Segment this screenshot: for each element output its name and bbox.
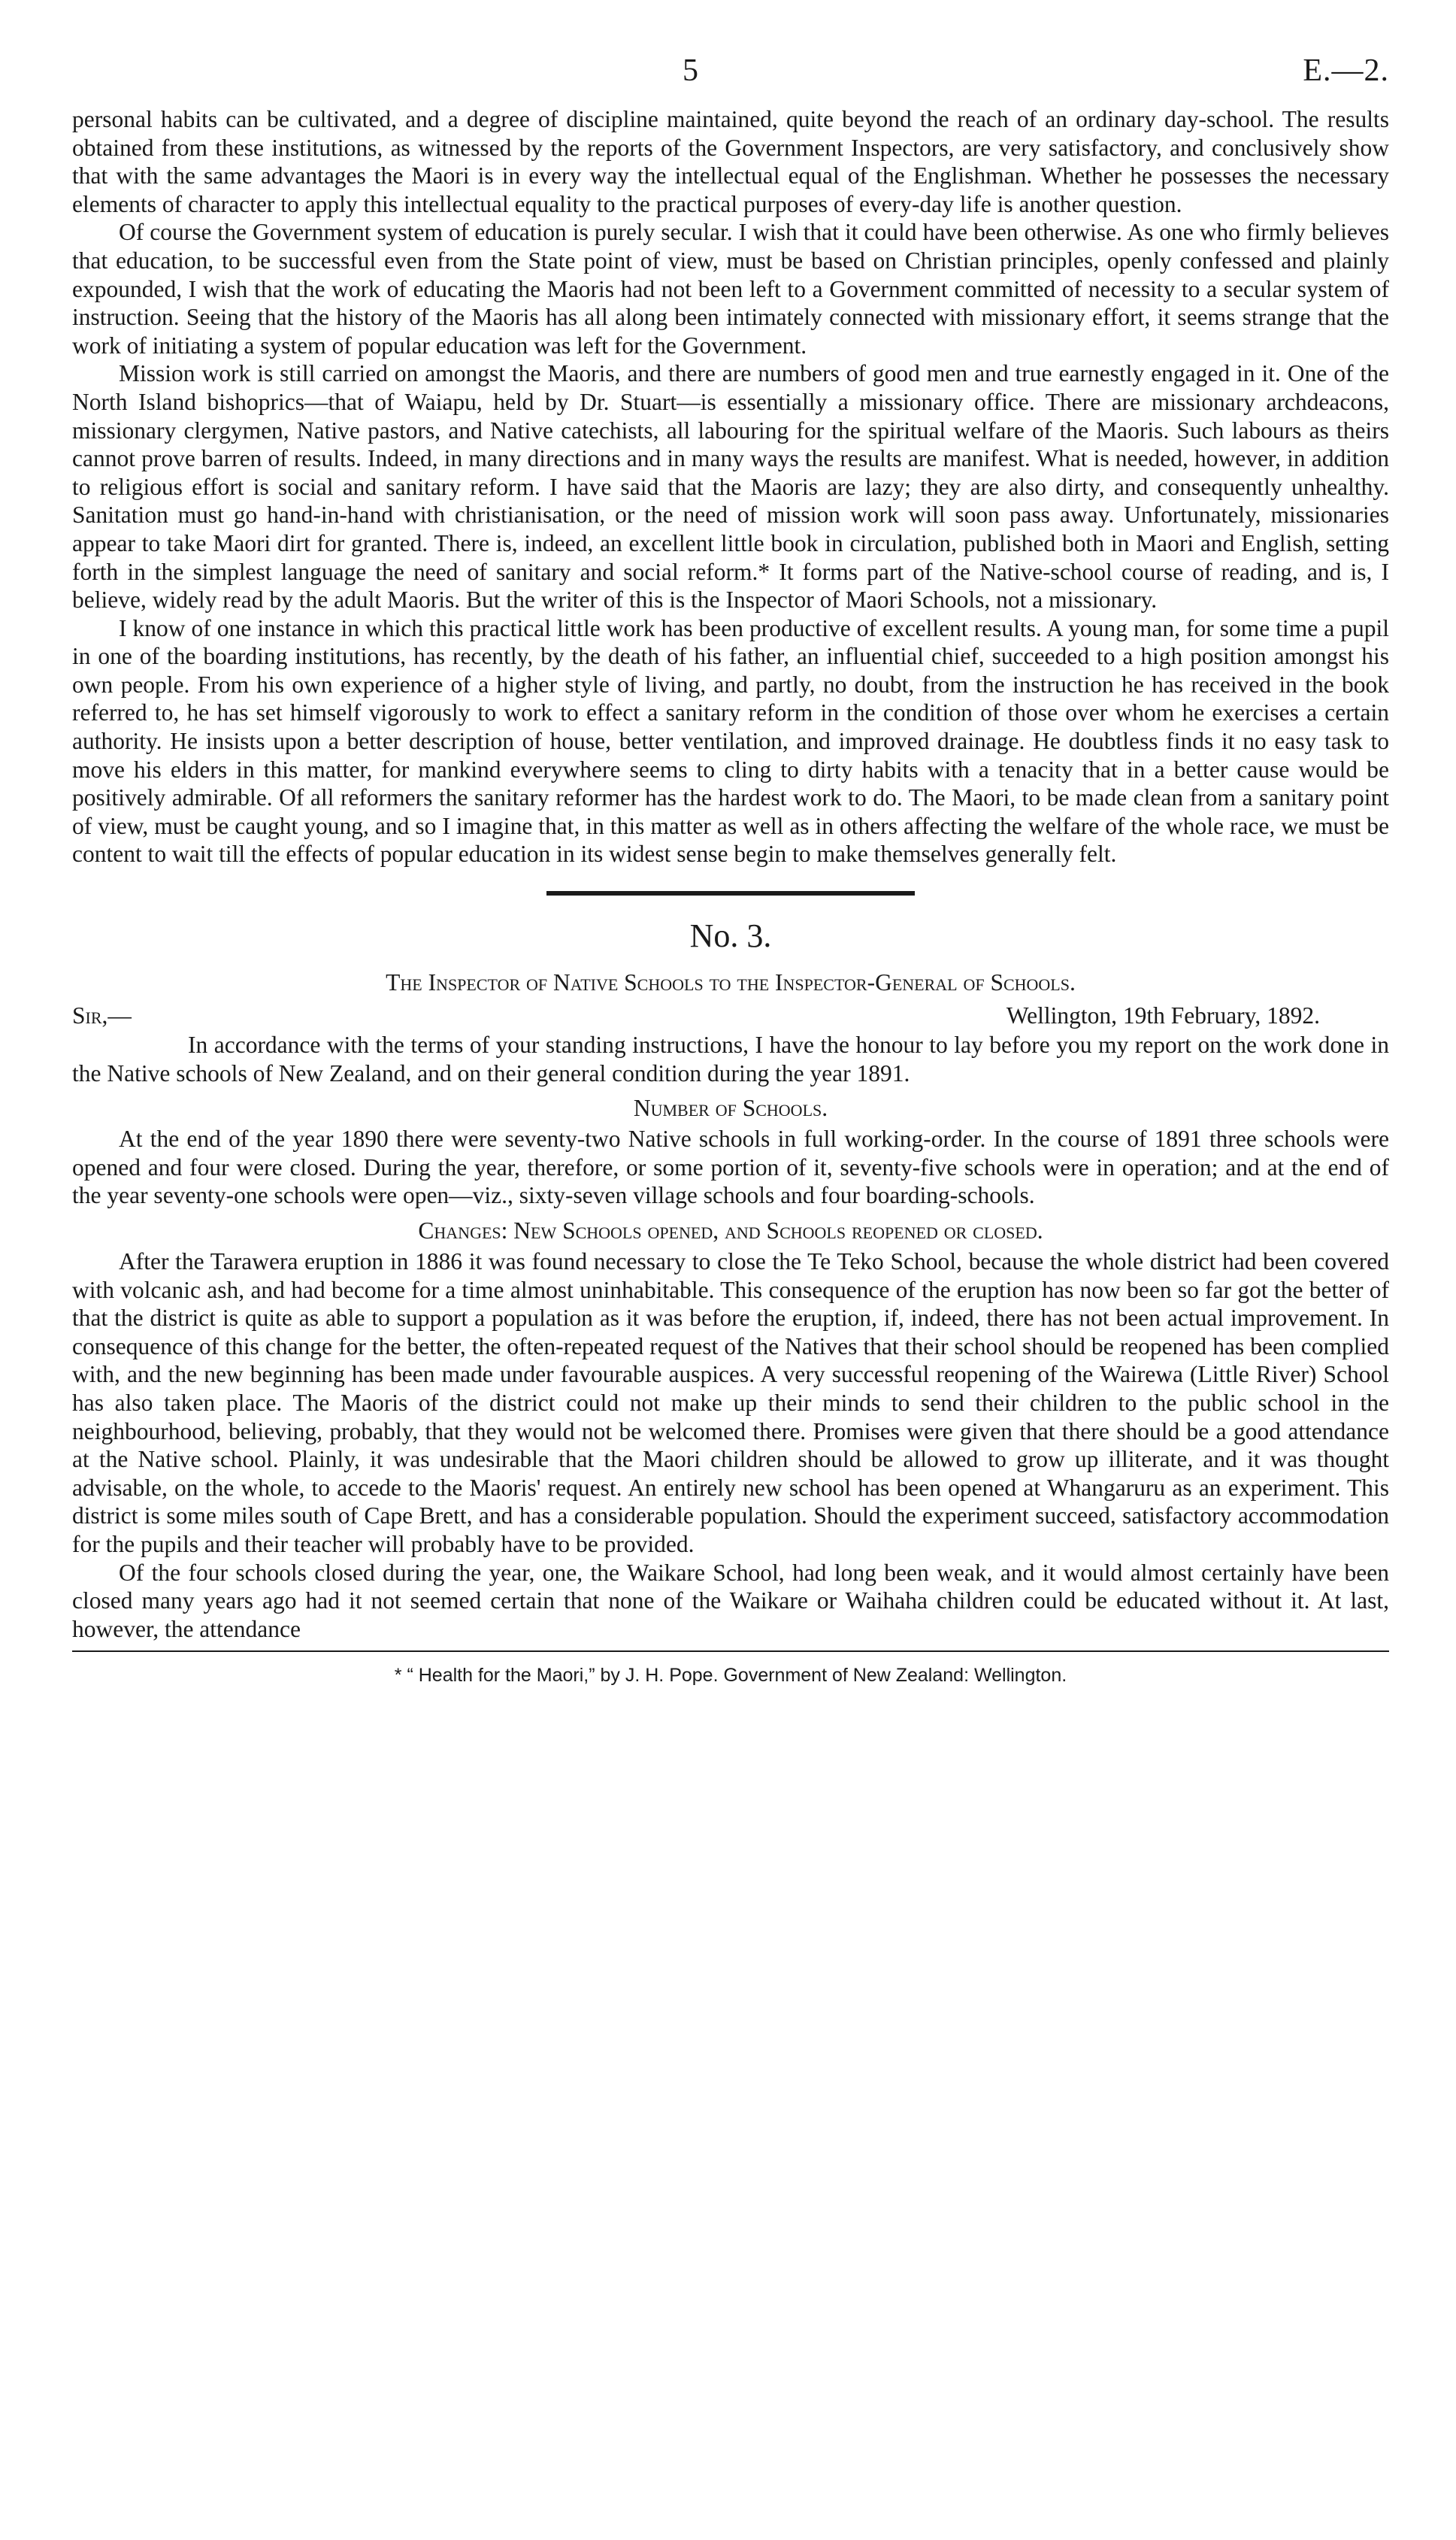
salutation-row [72,1001,1389,1031]
document-page [72,45,1389,1688]
dateline: Wellington, 19th February, 1892. [1006,1002,1320,1029]
salutation: Sir,— [72,1002,132,1029]
letter-opening-paragraph: In accordance with the terms of your standing instructions, I have the honour to lay before you my report on the work done in the Native schools of New Zealand, and on their general condition during the year 1891. [72,1032,1389,1087]
body-paragraph: After the Tarawera eruption in 1886 it was found necessary to close the Te Teko School, because the whole district had been covered with volcanic ash, and had become for a time almost uninhabitable. This consequence of the eruption has now been so far got the better of that the district is quite as able to support a population as it was before the eruption, if, indeed, there has not been actual improvement. In consequence of this change for the better, the often-repeated request of the Natives that their school should be reopened has been complied with, and the new beginning has been made under favourable auspices. A very successful reopening of the Wairewa (Little River) School has also taken place. The Maoris of the district could not make up their minds to send their children to the public school in the neighbourhood, believing, probably, that they would not be welcomed there. Promises were given that there should be a good attendance at the Native school. Plainly, it was undesirable that the Maori children should be allowed to grow up illiterate, and it was thought advisable, on the whole, to accede to the Maoris' request. An entirely new school has been opened at Whangaruru as an experiment. This district is some miles south of Cape Brett, and has a considerable population. Should the experiment succeed, satisfactory accommodation for the pupils and their teacher will probably have to be provided. [72,1248,1389,1557]
page-number: 5 [683,53,698,88]
body-paragraph: Of course the Government system of education is purely secular. I wish that it could have been otherwise. As one who firmly believes that education, to be successful even from the State point of view, must be based on Christian principles, openly confessed and plainly expounded, I wish that the work of educating the Maoris had not been left to a Government committed of necessity to a secular system of instruction. Seeing that the history of the Maoris has all along been intimately connected with missionary effort, it seems strange that the work of initiating a system of popular education was left for the Government. [72,219,1389,359]
intro-section [72,105,1389,868]
footnote-divider [72,1650,1389,1652]
section-divider [546,891,915,896]
body-paragraph: Mission work is still carried on amongst the Maoris, and there are numbers of good men and true earnestly engaged in it. One of the North Island bishoprics—that of Waiapu, held by Dr. Stuart—is essentially a missionary office. There are missionary archdeacons, missionary clergymen, Native pastors, and Native catechists, all labouring for the spiritual welfare of the Maoris. Such labours as theirs cannot prove barren of results. Indeed, in many directions and in many ways the results are manifest. What is needed, however, in addition to religious effort is social and sanitary reform. I have said that the Maoris are lazy; they are also dirty, and consequently unhealthy. Sanitation must go hand-in-hand with christianisation, or the need of mission work will soon pass away. Unfortunately, missionaries appear to take Maori dirt for granted. There is, indeed, an excellent little book in circulation, published both in Maori and English, setting forth in the simplest language the need of sanitary and social reform.* It forms part of the Native-school course of reading, and is, I believe, widely read by the adult Maoris. But the writer of this is the Inspector of Maori Schools, not a missionary. [72,360,1389,614]
footnote: * “ Health for the Maori,” by J. H. Pope. Government of New Zealand: Wellington. [394,1665,1067,1687]
document-code: E.—2. [1303,53,1389,88]
section-subtitle: The Inspector of Native Schools to the Inspector-General of Schools. [386,969,1076,996]
body-paragraph: Of the four schools closed during the year, one, the Waikare School, had long been weak, and it would almost certainly have been closed many years ago had it not seemed certain that none of the Waikare or Waihaha children could be educated without it. At last, however, the attendance [72,1559,1389,1642]
heading-number-of-schools: Number of Schools. [633,1095,828,1122]
section-number: No. 3. [689,917,772,955]
body-paragraph: I know of one instance in which this practical little work has been productive of excellent results. A young man, for some time a pupil in one of the boarding institutions, has recently, by the death of his father, an influential chief, succeeded to a high position amongst his own people. From his own experience of a higher style of living, and partly, no doubt, from the instruction he has received in the book referred to, he has set himself vigorously to work to effect a sanitary reform in the condition of those over whom he exercises a certain authority. He insists upon a better description of house, better ventilation, and improved drainage. He doubtless finds it no easy task to move his elders in this matter, for mankind everywhere seems to cling to dirty habits with a tenacity that in a better cause would be positively admirable. Of all reformers the sanitary reformer has the hardest work to do. The Maori, to be made clean from a sanitary point of view, must be caught young, and so I imagine that, in this matter as well as in others affecting the welfare of the whole race, we must be content to wait till the effects of popular education in its widest sense begin to make themselves generally felt. [72,614,1389,868]
body-paragraph: At the end of the year 1890 there were seventy-two Native schools in full working-order. In the course of 1891 three schools were opened and four were closed. During the year, therefore, or some portion of it, seventy-five schools were in operation; and at the end of the year seventy-one schools were open—viz., sixty-seven village schools and four boarding-schools. [72,1126,1389,1209]
body-paragraph: personal habits can be cultivated, and a degree of discipline maintained, quite beyond the reach of an ordinary day-school. The results obtained from these institutions, as witnessed by the reports of the Government Inspectors, are very satisfactory, and conclusively show that with the same advantages the Maori is in every way the intellectual equal of the Englishman. Whether he possesses the necessary elements of character to apply this intellectual equality to the practical purposes of every-day life is another question. [72,106,1389,217]
heading-changes: Changes: New Schools opened, and Schools reopened or closed. [418,1217,1043,1244]
page-header [72,45,1389,105]
